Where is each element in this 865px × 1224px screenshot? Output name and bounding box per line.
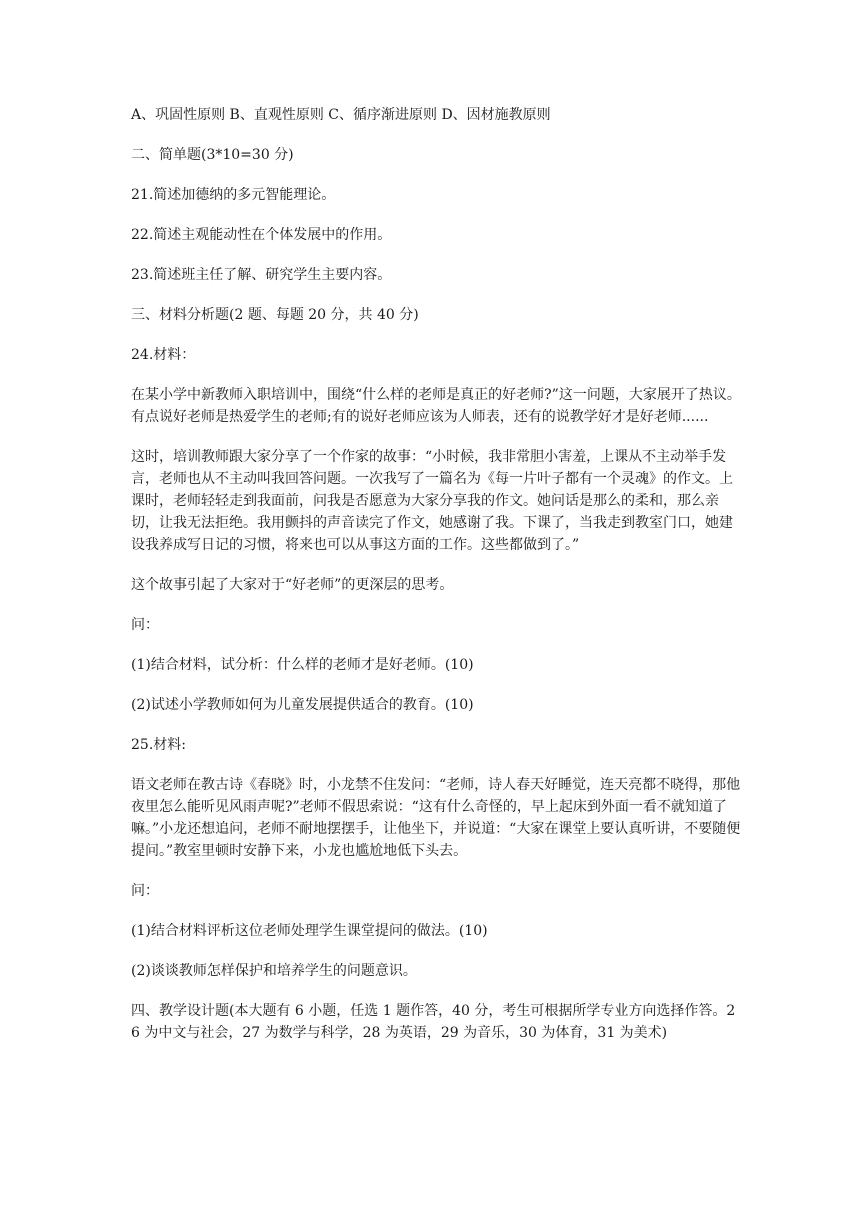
- section-heading-short-answer: 二、简单题(3*10=30 分): [131, 147, 294, 163]
- section-heading-material-analysis: 三、材料分析题(2 题、每题 20 分，共 40 分): [131, 307, 419, 323]
- question-25-label: 25.材料:: [131, 737, 186, 753]
- question-25-sub-1: (1)结合材料评析这位老师处理学生课堂提问的做法。(10): [131, 923, 488, 939]
- question-24-material-1: 在某小学中新教师入职培训中，围绕“什么样的老师是真正的好老师?”这一问题，大家展开了热议。有点说好老师是热爱学生的老师;有的说好老师应该为人师表，还有的说教学好才是好老师......: [131, 387, 741, 425]
- document-body: [131, 104, 743, 1062]
- question-24-sub-2: (2)试述小学教师如何为儿童发展提供适合的教育。(10): [131, 697, 474, 713]
- question-24-material-2: 这时，培训教师跟大家分享了一个作家的故事：“小时候，我非常胆小害羞，上课从不主动举手发言，老师也从不主动叫我回答问题。一次我写了一篇名为《每一片叶子都有一个灵魂》的作文。上课时，老师轻轻走到我面前，问我是否愿意为大家分享我的作文。她问话是那么的柔和，那么亲切，让我无法拒绝。我用颤抖的声音读完了作文，她感谢了我。下课了，当我走到教室门口，她建设我养成写日记的习惯，将来也可以从事这方面的工作。这些都做到了。”: [131, 449, 733, 553]
- question-25-material: 语文老师在教古诗《春晓》时，小龙禁不住发问：“老师，诗人春天好睡觉，连天亮都不晓得，那他夜里怎么能听见风雨声呢?”老师不假思索说：“这有什么奇怪的，早上起床到外面一看不就知道了嘛。”小龙还想追问，老师不耐地摆摆手，让他坐下，并说道：“大家在课堂上要认真听讲，不要随便提问。”教室里顿时安静下来，小龙也尴尬地低下头去。: [131, 777, 741, 859]
- question-21: 21.简述加德纳的多元智能理论。: [131, 187, 336, 203]
- section-heading-teaching-design: 四、教学设计题(本大题有 6 小题，任选 1 题作答，40 分，考生可根据所学专业方向选择作答。26 为中文与社会，27 为数学与科学，28 为英语，29 为音乐，30 为体育，31 为美术): [131, 1003, 736, 1041]
- question-24-ask-label: 问：: [131, 617, 159, 633]
- question-22: 22.简述主观能动性在个体发展中的作用。: [131, 227, 392, 243]
- options-line: A、巩固性原则 B、直观性原则 C、循序渐进原则 D、因材施教原则: [131, 107, 551, 123]
- question-24-sub-1: (1)结合材料，试分析：什么样的老师才是好老师。(10): [131, 657, 474, 673]
- question-23: 23.简述班主任了解、研究学生主要内容。: [131, 267, 392, 283]
- question-25-ask-label: 问：: [131, 883, 159, 899]
- question-25-sub-2: (2)谈谈教师怎样保护和培养学生的问题意识。: [131, 963, 417, 979]
- question-24-material-3: 这个故事引起了大家对于“好老师”的更深层的思考。: [131, 577, 454, 593]
- question-24-label: 24.材料：: [131, 347, 196, 363]
